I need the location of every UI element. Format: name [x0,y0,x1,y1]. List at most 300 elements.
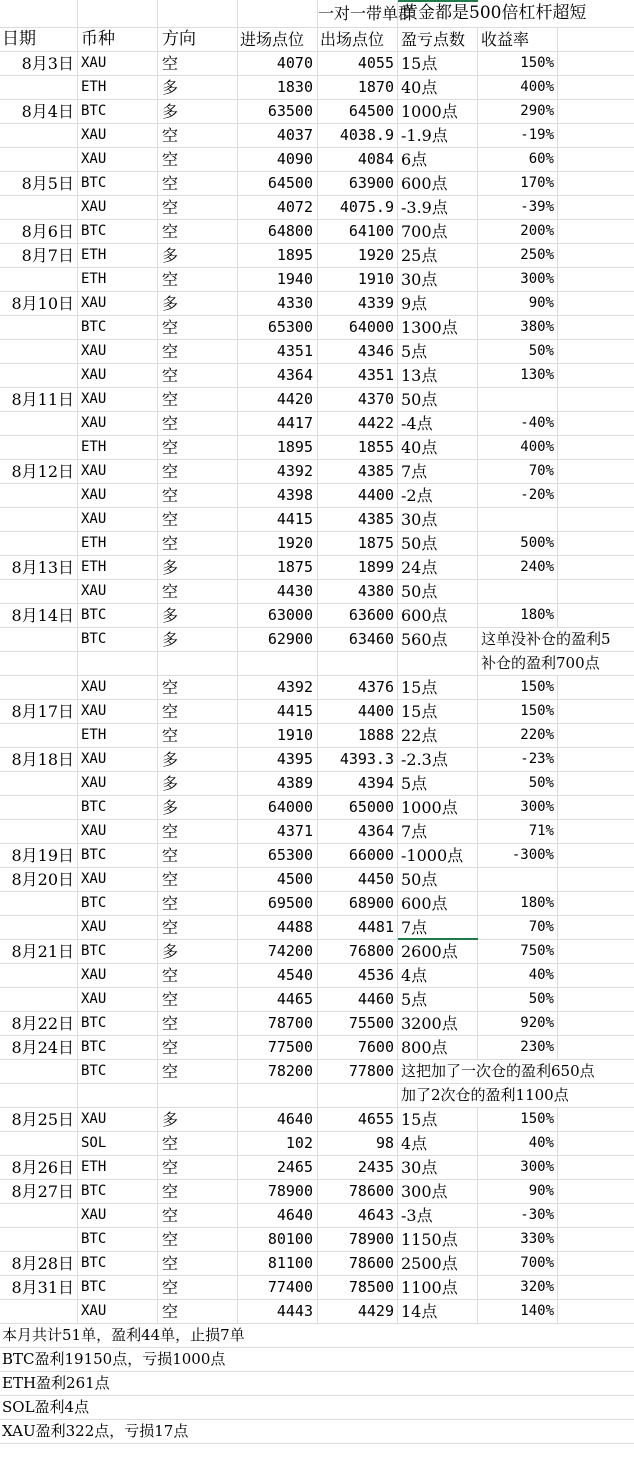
cell-date[interactable] [0,772,78,795]
cell-exit[interactable]: 4385 [318,508,398,531]
cell-empty[interactable] [558,124,634,147]
cell-points[interactable]: -2.3点 [398,748,478,771]
cell-points[interactable]: 1000点 [398,796,478,819]
cell-points[interactable]: -2点 [398,484,478,507]
cell-empty[interactable] [558,604,634,627]
cell-exit[interactable]: 64500 [318,100,398,123]
cell-entry[interactable]: 4500 [238,868,318,891]
cell-coin[interactable]: XAU [78,1300,158,1323]
cell-points[interactable]: 5点 [398,340,478,363]
cell-direction[interactable] [158,1084,238,1107]
cell-coin[interactable]: XAU [78,508,158,531]
cell-points[interactable]: 14点 [398,1300,478,1323]
cell-exit[interactable]: 2435 [318,1156,398,1179]
cell-exit[interactable]: 1855 [318,436,398,459]
cell-empty[interactable] [558,364,634,387]
cell-entry[interactable]: 4415 [238,700,318,723]
cell-return[interactable]: 230% [478,1036,558,1059]
cell-return[interactable]: -40% [478,412,558,435]
cell-points[interactable]: 1300点 [398,316,478,339]
cell-coin[interactable]: XAU [78,460,158,483]
cell-direction[interactable]: 多 [158,628,238,651]
cell-points[interactable]: 15点 [398,1108,478,1131]
cell-exit[interactable]: 64100 [318,220,398,243]
cell-direction[interactable]: 空 [158,388,238,411]
cell-date[interactable] [0,484,78,507]
cell-date[interactable]: 8月19日 [0,844,78,867]
cell-direction[interactable]: 空 [158,1036,238,1059]
cell-exit[interactable]: 4393.3 [318,748,398,771]
cell-direction[interactable]: 空 [158,1276,238,1299]
cell-empty[interactable] [558,820,634,843]
cell-points[interactable]: 24点 [398,556,478,579]
cell-date[interactable] [0,988,78,1011]
cell-exit[interactable]: 4376 [318,676,398,699]
cell-return[interactable]: 40% [478,964,558,987]
cell-entry[interactable]: 2465 [238,1156,318,1179]
cell-coin[interactable]: BTC [78,1036,158,1059]
cell-points[interactable]: 1000点 [398,100,478,123]
cell-exit[interactable]: 78600 [318,1252,398,1275]
cell-date[interactable]: 8月5日 [0,172,78,195]
header-exit[interactable]: 出场点位 [318,28,398,51]
cell-return[interactable]: 200% [478,220,558,243]
cell-return[interactable]: 240% [478,556,558,579]
cell-empty[interactable] [558,724,634,747]
cell-date[interactable] [0,652,78,675]
cell-entry[interactable]: 63500 [238,100,318,123]
cell-points[interactable]: 600点 [398,604,478,627]
cell-coin[interactable]: BTC [78,604,158,627]
cell-direction[interactable]: 空 [158,1132,238,1155]
cell-exit[interactable]: 4339 [318,292,398,315]
cell-entry[interactable]: 69500 [238,892,318,915]
cell-entry[interactable]: 4330 [238,292,318,315]
cell-entry[interactable]: 4371 [238,820,318,843]
header-points[interactable]: 盈亏点数 [398,28,478,51]
cell-direction[interactable]: 空 [158,676,238,699]
cell-empty[interactable] [558,1012,634,1035]
cell-return[interactable]: 250% [478,244,558,267]
cell-return[interactable]: 90% [478,1180,558,1203]
cell-empty[interactable] [558,292,634,315]
cell-entry[interactable] [238,652,318,675]
cell-coin[interactable]: BTC [78,220,158,243]
cell-return[interactable]: 400% [478,76,558,99]
cell-empty[interactable] [558,172,634,195]
cell-points[interactable]: 15点 [398,700,478,723]
cell-empty[interactable] [558,340,634,363]
cell-empty[interactable] [558,508,634,531]
cell-empty[interactable] [558,580,634,603]
cell-empty[interactable] [558,940,634,963]
cell-entry[interactable]: 4398 [238,484,318,507]
cell-empty[interactable] [558,1036,634,1059]
cell-points[interactable]: 50点 [398,388,478,411]
cell-exit[interactable]: 65000 [318,796,398,819]
cell-return[interactable]: 130% [478,364,558,387]
cell-return[interactable]: 150% [478,700,558,723]
cell-points[interactable]: 3200点 [398,1012,478,1035]
cell-empty[interactable] [558,316,634,339]
cell-return[interactable]: 40% [478,1132,558,1155]
cell-points[interactable]: 4点 [398,1132,478,1155]
cell-date[interactable] [0,532,78,555]
cell-return[interactable]: -23% [478,748,558,771]
cell-coin[interactable] [78,652,158,675]
cell-direction[interactable]: 多 [158,556,238,579]
cell-note[interactable]: 加了2次仓的盈利1100点 [401,1084,569,1107]
cell-entry[interactable]: 4389 [238,772,318,795]
header-entry[interactable]: 进场点位 [238,28,318,51]
cell-coin[interactable]: XAU [78,964,158,987]
cell-return[interactable]: 71% [478,820,558,843]
cell-coin[interactable]: BTC [78,1012,158,1035]
cell-coin[interactable]: BTC [78,796,158,819]
cell-coin[interactable]: XAU [78,52,158,75]
cell-empty[interactable] [558,556,634,579]
cell-coin[interactable]: XAU [78,748,158,771]
cell-return[interactable]: 50% [478,988,558,1011]
header-coin[interactable]: 币种 [78,28,158,51]
cell-points[interactable]: 7点 [398,820,478,843]
cell-note[interactable]: 这单没补仓的盈利5 [481,628,611,651]
cell-direction[interactable] [158,652,238,675]
cell-empty[interactable] [558,964,634,987]
cell-date[interactable] [0,1204,78,1227]
cell-date[interactable] [0,1084,78,1107]
cell-date[interactable] [0,268,78,291]
cell-entry[interactable]: 4392 [238,460,318,483]
cell-empty[interactable] [558,1228,634,1251]
cell-entry[interactable]: 4640 [238,1204,318,1227]
cell-entry[interactable]: 4364 [238,364,318,387]
cell-entry[interactable]: 4465 [238,988,318,1011]
cell-date[interactable] [0,316,78,339]
cell-coin[interactable]: ETH [78,436,158,459]
cell-points[interactable]: 50点 [398,580,478,603]
cell-entry[interactable]: 78700 [238,1012,318,1035]
cell-points[interactable]: 40点 [398,76,478,99]
cell-empty[interactable] [558,52,634,75]
cell-exit[interactable]: 4400 [318,700,398,723]
cell-exit[interactable]: 4460 [318,988,398,1011]
cell-date[interactable] [0,916,78,939]
cell-points[interactable]: 13点 [398,364,478,387]
cell-points[interactable]: -3点 [398,1204,478,1227]
cell-points[interactable]: 600点 [398,172,478,195]
cell-return[interactable]: 320% [478,1276,558,1299]
cell-points[interactable]: 7点 [398,916,478,939]
summary-text[interactable]: BTC盈利19150点，亏损1000点 [2,1350,226,1368]
cell-empty[interactable] [558,1300,634,1323]
cell-entry[interactable]: 1875 [238,556,318,579]
cell-direction[interactable]: 空 [158,892,238,915]
cell-points[interactable]: -3.9点 [398,196,478,219]
cell-date[interactable]: 8月11日 [0,388,78,411]
cell-date[interactable]: 8月25日 [0,1108,78,1131]
cell-empty[interactable] [558,388,634,411]
cell-entry[interactable]: 4430 [238,580,318,603]
cell-return[interactable]: 300% [478,1156,558,1179]
cell-direction[interactable]: 空 [158,1060,238,1083]
cell-direction[interactable]: 多 [158,748,238,771]
cell-coin[interactable]: XAU [78,676,158,699]
cell-exit[interactable]: 66000 [318,844,398,867]
cell-entry[interactable]: 4540 [238,964,318,987]
cell-points[interactable]: 30点 [398,1156,478,1179]
cell-exit[interactable]: 4380 [318,580,398,603]
title-left[interactable]: 一对一带单群 [318,0,398,27]
cell-exit[interactable]: 4038.9 [318,124,398,147]
cell-return[interactable]: 330% [478,1228,558,1251]
cell-entry[interactable]: 65300 [238,316,318,339]
cell-return[interactable]: 180% [478,892,558,915]
cell-return[interactable]: 920% [478,1012,558,1035]
cell-direction[interactable]: 多 [158,1108,238,1131]
cell-points[interactable] [398,652,478,675]
cell-direction[interactable]: 空 [158,820,238,843]
cell-return[interactable]: 300% [478,268,558,291]
cell-return[interactable]: -39% [478,196,558,219]
cell-direction[interactable]: 空 [158,964,238,987]
cell-points[interactable]: -1.9点 [398,124,478,147]
cell-exit[interactable]: 75500 [318,1012,398,1035]
cell-date[interactable] [0,628,78,651]
cell-direction[interactable]: 空 [158,172,238,195]
cell-exit[interactable]: 4385 [318,460,398,483]
cell-date[interactable] [0,436,78,459]
cell-direction[interactable]: 空 [158,724,238,747]
cell-date[interactable]: 8月31日 [0,1276,78,1299]
cell-date[interactable] [0,340,78,363]
cell-points[interactable]: 2600点 [398,940,478,963]
cell-coin[interactable]: BTC [78,316,158,339]
cell-exit[interactable]: 4400 [318,484,398,507]
cell-return[interactable]: 220% [478,724,558,747]
cell-coin[interactable]: SOL [78,1132,158,1155]
cell-empty[interactable] [558,460,634,483]
cell-date[interactable] [0,1228,78,1251]
cell-coin[interactable]: BTC [78,940,158,963]
cell-points[interactable]: 25点 [398,244,478,267]
cell-coin[interactable]: BTC [78,1228,158,1251]
cell-entry[interactable]: 64000 [238,796,318,819]
cell-points[interactable]: 800点 [398,1036,478,1059]
cell-direction[interactable]: 空 [158,844,238,867]
cell-exit[interactable]: 98 [318,1132,398,1155]
cell-points[interactable]: 2500点 [398,1252,478,1275]
cell-direction[interactable]: 多 [158,244,238,267]
cell-empty[interactable] [558,532,634,555]
cell-coin[interactable]: ETH [78,1156,158,1179]
cell-date[interactable] [0,1132,78,1155]
cell-coin[interactable]: ETH [78,532,158,555]
cell-empty[interactable] [558,916,634,939]
cell-direction[interactable]: 空 [158,340,238,363]
cell-exit[interactable]: 1875 [318,532,398,555]
cell-exit[interactable]: 4370 [318,388,398,411]
cell-exit[interactable]: 4055 [318,52,398,75]
cell-entry[interactable]: 64500 [238,172,318,195]
cell-return[interactable]: 500% [478,532,558,555]
summary-text[interactable]: 本月共计51单，盈利44单，止损7单 [2,1326,245,1344]
cell-empty[interactable] [558,796,634,819]
cell-empty[interactable] [558,76,634,99]
cell-direction[interactable]: 空 [158,316,238,339]
cell-coin[interactable]: XAU [78,124,158,147]
cell-empty[interactable] [558,484,634,507]
cell-coin[interactable]: ETH [78,556,158,579]
cell-coin[interactable]: XAU [78,988,158,1011]
cell-coin[interactable]: BTC [78,172,158,195]
cell-exit[interactable]: 77800 [318,1060,398,1083]
cell-empty[interactable] [558,844,634,867]
cell-return[interactable]: 700% [478,1252,558,1275]
cell-exit[interactable]: 4481 [318,916,398,939]
cell-empty[interactable] [558,988,634,1011]
cell-coin[interactable]: XAU [78,820,158,843]
cell-exit[interactable]: 64000 [318,316,398,339]
cell-coin[interactable]: XAU [78,868,158,891]
cell-entry[interactable]: 4420 [238,388,318,411]
cell-exit[interactable]: 78500 [318,1276,398,1299]
cell-date[interactable] [0,1300,78,1323]
cell-date[interactable] [0,892,78,915]
cell-date[interactable]: 8月21日 [0,940,78,963]
cell-coin[interactable]: XAU [78,196,158,219]
cell-points[interactable]: 1100点 [398,1276,478,1299]
cell-entry[interactable]: 1910 [238,724,318,747]
cell-direction[interactable]: 空 [158,1300,238,1323]
cell-points[interactable]: 560点 [398,628,478,651]
cell-points[interactable]: 5点 [398,988,478,1011]
cell-direction[interactable]: 空 [158,412,238,435]
cell-direction[interactable]: 多 [158,76,238,99]
cell-return[interactable]: 300% [478,796,558,819]
cell-coin[interactable]: BTC [78,1276,158,1299]
cell-date[interactable] [0,148,78,171]
cell-entry[interactable]: 65300 [238,844,318,867]
cell-direction[interactable]: 空 [158,1180,238,1203]
cell-points[interactable]: 6点 [398,148,478,171]
cell-entry[interactable]: 63000 [238,604,318,627]
cell-points[interactable]: 300点 [398,1180,478,1203]
cell-empty[interactable] [558,148,634,171]
cell-empty[interactable] [558,892,634,915]
cell-date[interactable]: 8月3日 [0,52,78,75]
cell-empty[interactable] [558,268,634,291]
cell-points[interactable]: 50点 [398,532,478,555]
summary-text[interactable]: SOL盈利4点 [2,1398,90,1416]
cell-date[interactable]: 8月18日 [0,748,78,771]
cell-return[interactable]: 70% [478,460,558,483]
title-right[interactable]: 黄金都是500倍杠杆超短 [401,3,587,23]
cell-direction[interactable]: 空 [158,1204,238,1227]
cell-return[interactable]: 170% [478,172,558,195]
cell-coin[interactable]: XAU [78,292,158,315]
cell-coin[interactable]: XAU [78,916,158,939]
cell-exit[interactable]: 68900 [318,892,398,915]
cell-c1[interactable] [158,0,238,27]
cell-return[interactable] [478,868,558,891]
cell-empty[interactable] [558,436,634,459]
cell-date[interactable] [0,196,78,219]
cell-date[interactable]: 8月7日 [0,244,78,267]
cell-note[interactable]: 这把加了一次仓的盈利650点 [401,1060,595,1083]
cell-exit[interactable]: 76800 [318,940,398,963]
cell-coin[interactable]: XAU [78,772,158,795]
cell-exit[interactable]: 4655 [318,1108,398,1131]
cell-empty[interactable] [558,1276,634,1299]
cell-empty[interactable] [558,1180,634,1203]
cell-empty[interactable] [558,100,634,123]
cell-a1[interactable] [0,0,78,27]
cell-direction[interactable]: 多 [158,100,238,123]
cell-coin[interactable]: ETH [78,244,158,267]
cell-return[interactable]: 150% [478,676,558,699]
cell-return[interactable]: 50% [478,340,558,363]
cell-entry[interactable]: 62900 [238,628,318,651]
header-return[interactable]: 收益率 [478,28,558,51]
cell-empty[interactable] [558,748,634,771]
cell-exit[interactable]: 4075.9 [318,196,398,219]
cell-return[interactable]: 60% [478,148,558,171]
header-direction[interactable]: 方向 [158,28,238,51]
cell-entry[interactable]: 78200 [238,1060,318,1083]
cell-empty[interactable] [558,220,634,243]
cell-exit[interactable]: 78600 [318,1180,398,1203]
cell-date[interactable]: 8月22日 [0,1012,78,1035]
cell-direction[interactable]: 空 [158,148,238,171]
cell-coin[interactable]: BTC [78,892,158,915]
cell-direction[interactable]: 空 [158,508,238,531]
cell-points[interactable]: 5点 [398,772,478,795]
cell-date[interactable]: 8月26日 [0,1156,78,1179]
cell-entry[interactable]: 4415 [238,508,318,531]
cell-date[interactable]: 8月28日 [0,1252,78,1275]
cell-date[interactable] [0,124,78,147]
cell-exit[interactable]: 4084 [318,148,398,171]
cell-empty[interactable] [558,1204,634,1227]
cell-return[interactable]: 180% [478,604,558,627]
cell-direction[interactable]: 空 [158,868,238,891]
cell-direction[interactable]: 空 [158,916,238,939]
cell-entry[interactable]: 4090 [238,148,318,171]
cell-entry[interactable]: 1920 [238,532,318,555]
cell-entry[interactable]: 78900 [238,1180,318,1203]
cell-empty[interactable] [558,412,634,435]
cell-direction[interactable]: 多 [158,940,238,963]
cell-direction[interactable]: 空 [158,1252,238,1275]
cell-empty[interactable] [558,196,634,219]
cell-date[interactable] [0,76,78,99]
cell-date[interactable]: 8月17日 [0,700,78,723]
cell-direction[interactable]: 多 [158,604,238,627]
cell-exit[interactable]: 63600 [318,604,398,627]
summary-text[interactable]: XAU盈利322点，亏损17点 [2,1422,189,1440]
cell-empty[interactable] [558,772,634,795]
cell-date[interactable]: 8月24日 [0,1036,78,1059]
cell-points[interactable]: 700点 [398,220,478,243]
cell-coin[interactable]: BTC [78,1252,158,1275]
cell-coin[interactable]: BTC [78,844,158,867]
cell-exit[interactable] [318,1084,398,1107]
cell-points[interactable]: -1000点 [398,844,478,867]
cell-entry[interactable]: 4392 [238,676,318,699]
cell-exit[interactable]: 1870 [318,76,398,99]
cell-date[interactable] [0,796,78,819]
